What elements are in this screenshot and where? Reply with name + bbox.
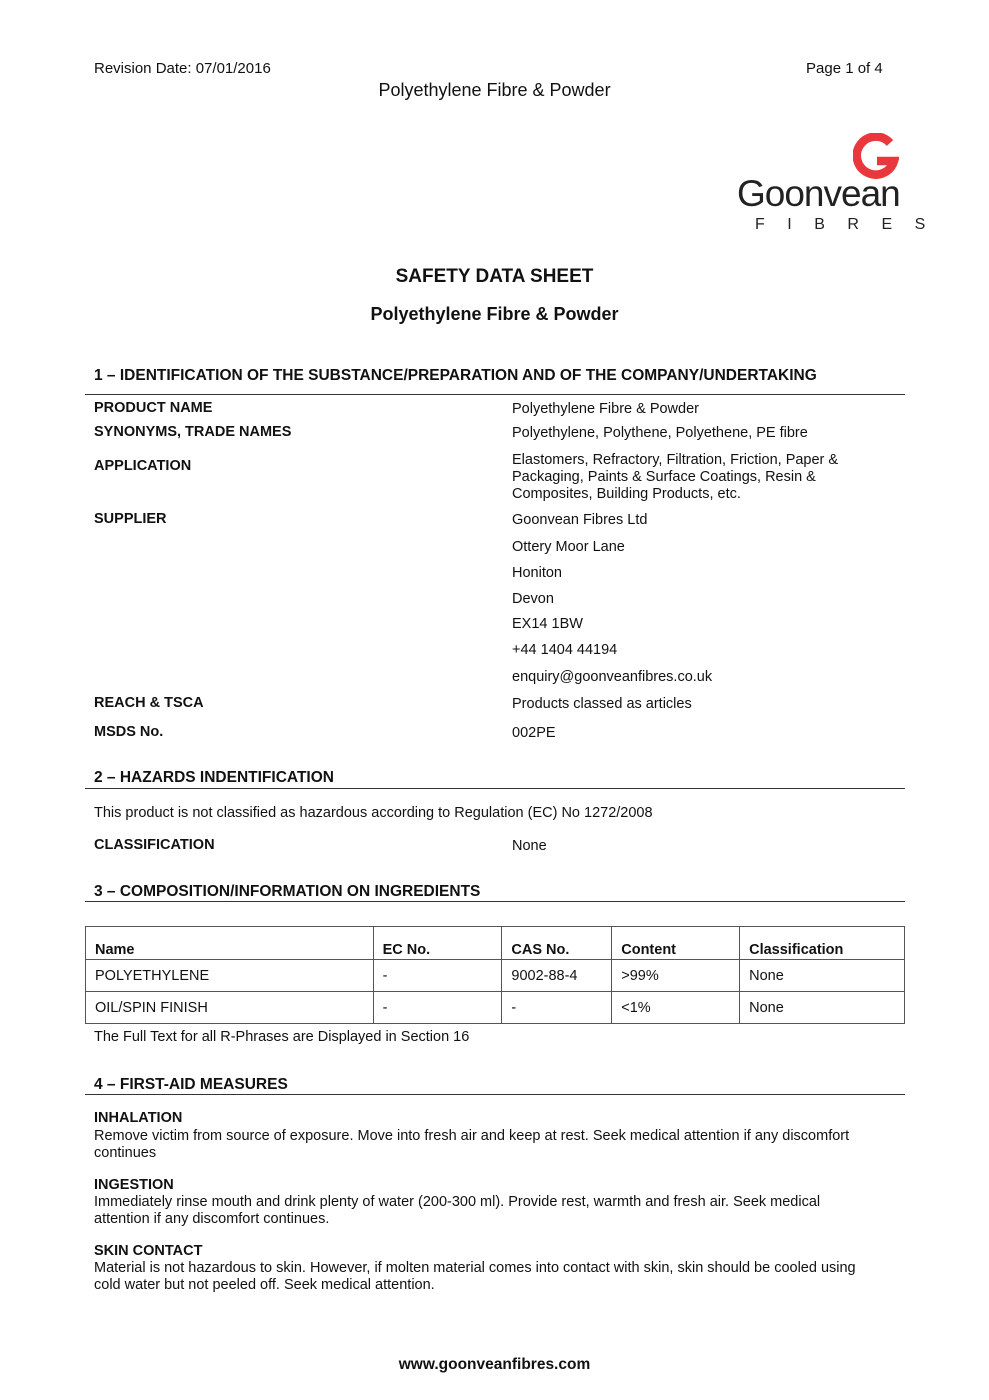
table-cell: >99% (612, 960, 740, 992)
column-header: Name (86, 927, 374, 960)
table-cell: None (740, 992, 905, 1024)
column-header: CAS No. (502, 927, 612, 960)
application-line: Packaging, Paints & Surface Coatings, Resin & (512, 469, 816, 485)
supplier-street: Ottery Moor Lane (512, 539, 625, 555)
inhalation-text (94, 1128, 849, 1162)
revision-date: Revision Date: 07/01/2016 (94, 60, 271, 77)
section-3-heading: 3 – COMPOSITION/INFORMATION ON INGREDIENTS (94, 883, 481, 900)
section-4-heading: 4 – FIRST-AID MEASURES (94, 1076, 288, 1093)
supplier-company: Goonvean Fibres Ltd (512, 512, 648, 528)
msds-value: 002PE (512, 725, 556, 741)
ingestion-line: Immediately rinse mouth and drink plenty of water (200-300 ml). Provide rest, warmth and fresh air. Seek medical (94, 1194, 821, 1210)
inhalation-line: Remove victim from source of exposure. Move into fresh air and keep at rest. Seek medical attention if any discomfort (94, 1128, 850, 1144)
supplier-label: SUPPLIER (94, 511, 167, 527)
supplier-county: Devon (512, 591, 554, 607)
table-row (86, 960, 905, 992)
table-row (86, 992, 905, 1024)
table-cell: 9002-88-4 (502, 960, 612, 992)
application-line: Composites, Building Products, etc. (512, 486, 741, 502)
product-name-value: Polyethylene Fibre & Powder (512, 401, 699, 417)
supplier-postcode: EX14 1BW (512, 616, 583, 632)
table-cell: OIL/SPIN FINISH (86, 992, 374, 1024)
reach-label: REACH & TSCA (94, 695, 204, 711)
table-cell: POLYETHYLENE (86, 960, 374, 992)
logo-subtitle: FIBRES (755, 216, 948, 233)
product-name-label: PRODUCT NAME (94, 400, 213, 416)
column-header: Classification (740, 927, 905, 960)
supplier-email: enquiry@goonveanfibres.co.uk (512, 669, 713, 685)
section-3-rule (85, 901, 905, 902)
ingestion-line: attention if any discomfort continues. (94, 1211, 330, 1227)
synonyms-label: SYNONYMS, TRADE NAMES (94, 424, 292, 440)
skin-contact-text (94, 1260, 856, 1294)
table-cell: - (373, 992, 502, 1024)
section-2-heading: 2 – HAZARDS INDENTIFICATION (94, 769, 334, 786)
table-header-row (86, 927, 905, 960)
document-subtitle: Polyethylene Fibre & Powder (370, 304, 619, 324)
ingestion-label: INGESTION (94, 1177, 174, 1193)
section-2-rule (85, 788, 905, 789)
classification-value: None (512, 838, 547, 854)
header-product-name: Polyethylene Fibre & Powder (378, 80, 611, 100)
r-phrases-note: The Full Text for all R-Phrases are Displayed in Section 16 (94, 1029, 470, 1045)
inhalation-label: INHALATION (94, 1110, 183, 1126)
table-cell: <1% (612, 992, 740, 1024)
reach-value: Products classed as articles (512, 696, 692, 712)
supplier-phone: +44 1404 44194 (512, 642, 618, 658)
inhalation-line: continues (94, 1145, 157, 1161)
section-1-rule (85, 394, 905, 395)
hazard-statement: This product is not classified as hazardous according to Regulation (EC) No 1272/2008 (94, 805, 653, 821)
table-cell: - (373, 960, 502, 992)
classification-label: CLASSIFICATION (94, 837, 215, 853)
column-header: EC No. (373, 927, 502, 960)
table-cell: - (502, 992, 612, 1024)
footer-website: www.goonveanfibres.com (398, 1356, 591, 1373)
application-label: APPLICATION (94, 458, 192, 474)
application-value (512, 452, 838, 503)
msds-label: MSDS No. (94, 724, 164, 740)
section-4-rule (85, 1094, 905, 1095)
skin-contact-label: SKIN CONTACT (94, 1243, 203, 1259)
ingredients-table (85, 926, 905, 1024)
section-1-heading: 1 – IDENTIFICATION OF THE SUBSTANCE/PREPARATION AND OF THE COMPANY/UNDERTAKING (94, 367, 817, 384)
synonyms-value: Polyethylene, Polythene, Polyethene, PE fibre (512, 425, 808, 441)
application-line: Elastomers, Refractory, Filtration, Friction, Paper & (512, 452, 839, 468)
skin-contact-line: cold water but not peeled off. Seek medical attention. (94, 1277, 435, 1293)
table-cell: None (740, 960, 905, 992)
document-title: SAFETY DATA SHEET (395, 266, 594, 287)
page-number: Page 1 of 4 (806, 60, 883, 77)
ingestion-text (94, 1194, 820, 1228)
logo-wordmark: Goonvean (737, 173, 900, 214)
supplier-town: Honiton (512, 565, 562, 581)
skin-contact-line: Material is not hazardous to skin. However, if molten material comes into contact with skin, skin should be cooled using (94, 1260, 856, 1276)
column-header: Content (612, 927, 740, 960)
